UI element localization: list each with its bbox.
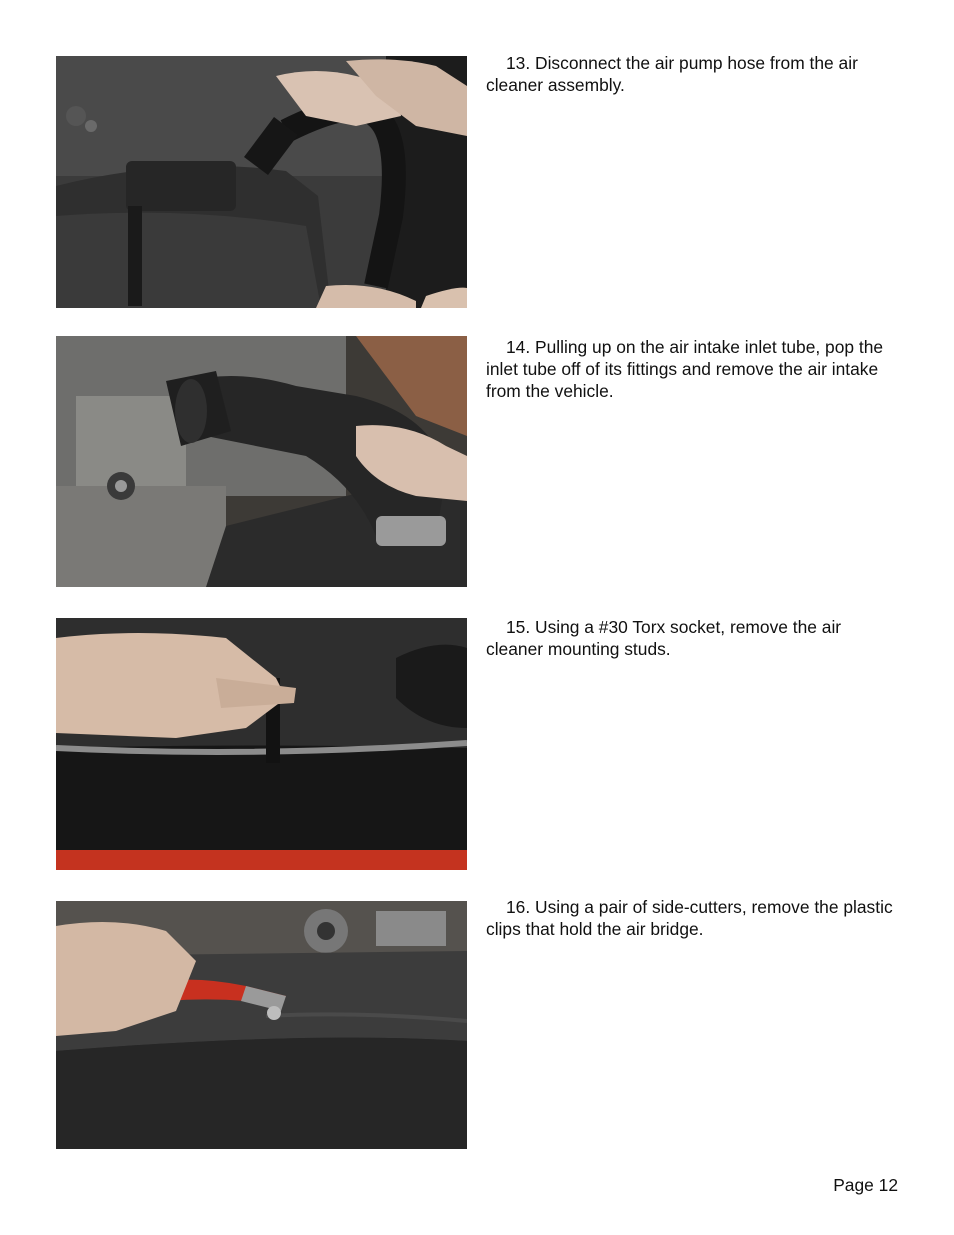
step-14-label: 14. Pulling up on the air intake inlet tube, pop the inlet tube off of its fittings and remove the air intake from the vehicle. [486, 337, 884, 401]
step-16-label: 16. Using a pair of side-cutters, remove the plastic clips that hold the air bridge. [486, 897, 893, 939]
step-14-photo [56, 336, 467, 587]
step-13-label: 13. Disconnect the air pump hose from the air cleaner assembly. [486, 53, 858, 95]
step-15-photo [56, 618, 467, 870]
step-15-text [486, 616, 901, 660]
step-13-photo [56, 56, 467, 308]
step-16-text [486, 896, 901, 940]
air-intake-inlet-tube-photo [56, 336, 467, 587]
torx-socket-studs-photo [56, 618, 467, 870]
step-13-text [486, 52, 901, 96]
air-pump-hose-photo [56, 56, 467, 308]
side-cutters-clips-photo [56, 901, 467, 1149]
step-15-label: 15. Using a #30 Torx socket, remove the air cleaner mounting studs. [486, 617, 842, 659]
step-16-photo [56, 901, 467, 1149]
page-number: Page 12 [833, 1175, 898, 1195]
step-14-text [486, 336, 901, 402]
